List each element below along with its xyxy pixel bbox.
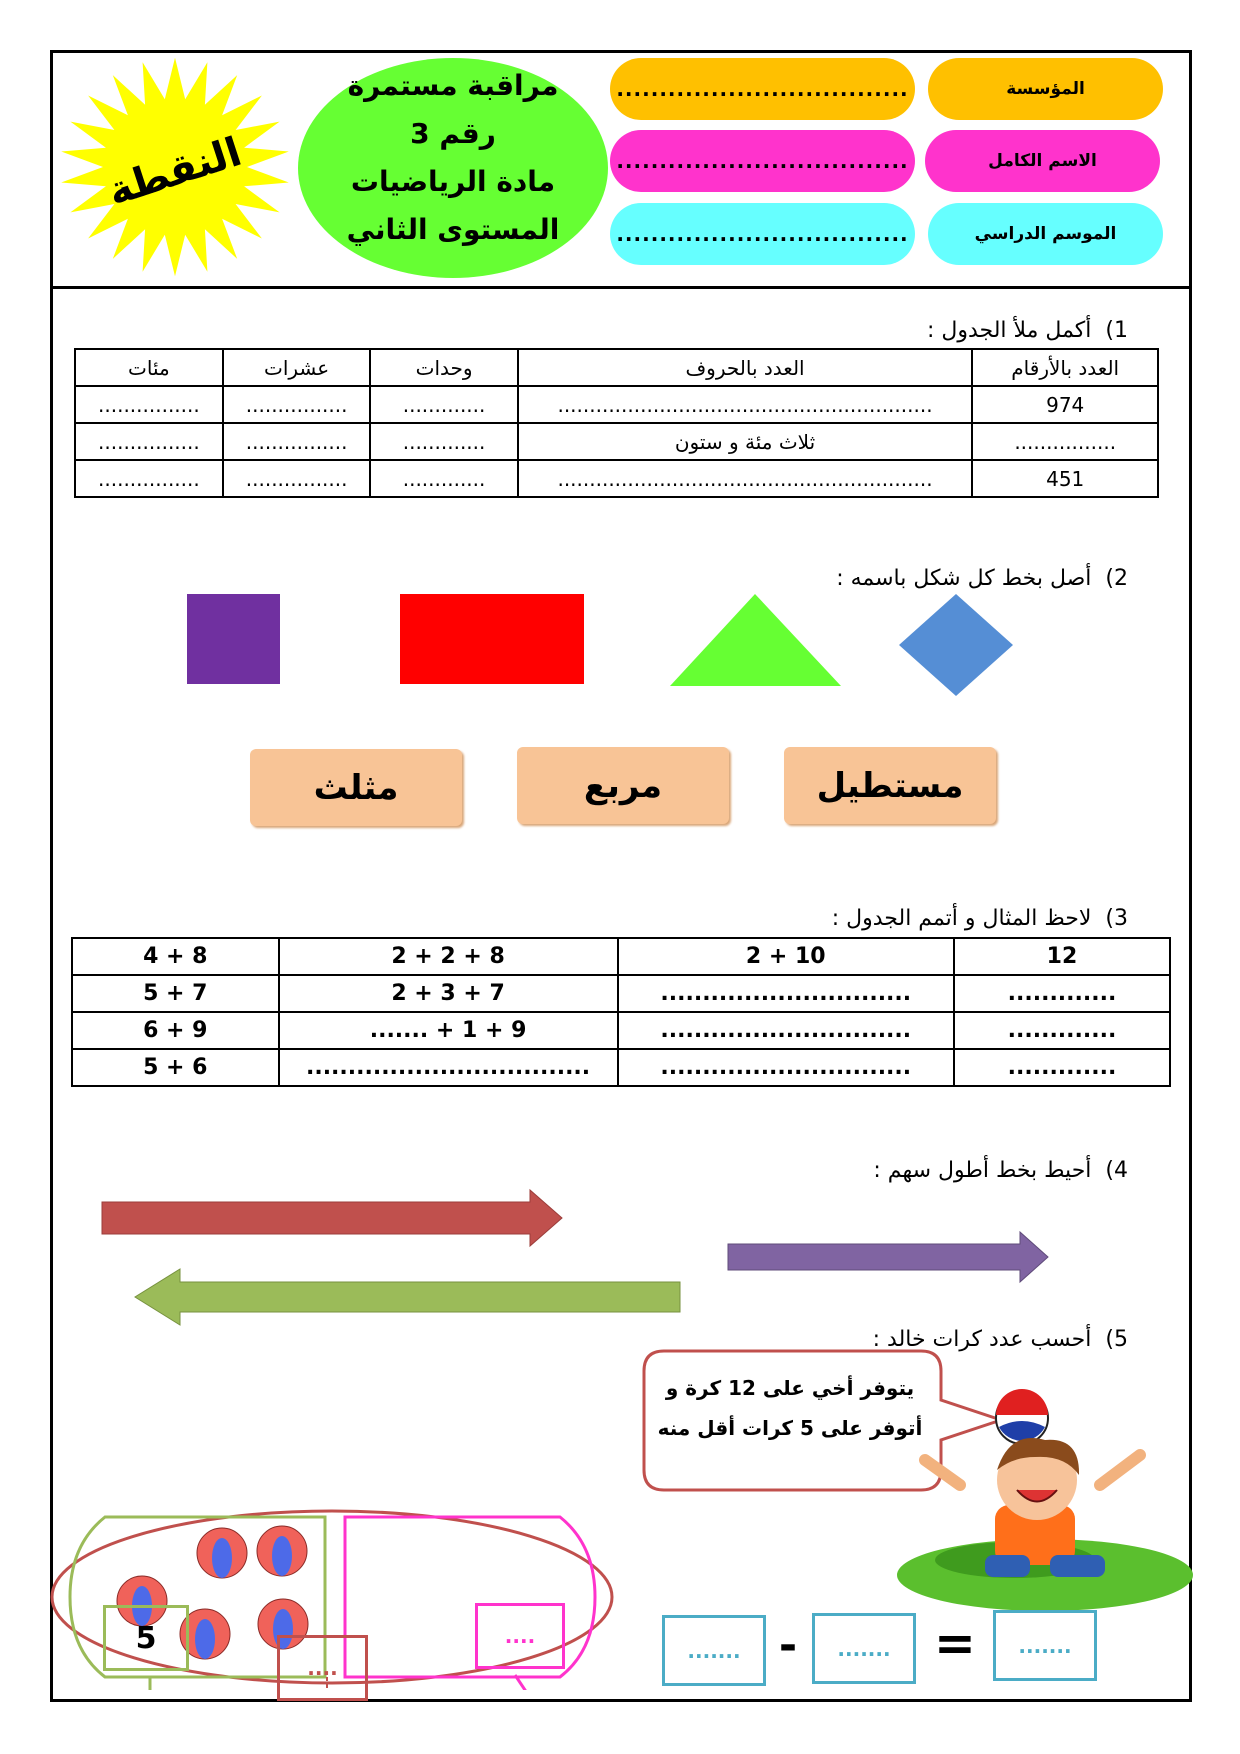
title-line: مراقبة مستمرة [347, 69, 559, 102]
q1-number: 1) [1105, 318, 1128, 343]
speech-text [650, 1368, 930, 1448]
triangle-shape[interactable] [668, 592, 843, 688]
table-cell[interactable]: .................................. [279, 1049, 618, 1086]
table-row [75, 349, 1158, 386]
q1-text: أكمل ملأ الجدول : [926, 318, 1092, 343]
table-cell[interactable]: ........................................................... [518, 386, 973, 423]
field-institution-input[interactable]: .................................. [610, 58, 915, 120]
field-season-input[interactable]: .................................. [610, 203, 915, 265]
q3-number: 3) [1105, 906, 1128, 931]
table-cell[interactable]: ............. [954, 1012, 1170, 1049]
table-cell[interactable]: .............................. [618, 1049, 954, 1086]
table-cell[interactable]: ............. [370, 386, 517, 423]
table-cell[interactable]: 9 + 1 + ....... [279, 1012, 618, 1049]
table-row [75, 386, 1158, 423]
table-cell: 8 + 4 [72, 938, 279, 975]
label-square-word[interactable]: مربع [517, 747, 729, 824]
table-cell[interactable]: ............. [954, 975, 1170, 1012]
table-cell: 9 + 6 [72, 1012, 279, 1049]
field-label-institution: المؤسسة [928, 58, 1163, 120]
field-label-season: الموسم الدراسي [928, 203, 1163, 265]
label-triangle-word[interactable]: مثلث [250, 749, 462, 826]
equation-operand-a[interactable]: ....... [662, 1615, 766, 1686]
q2-text: أصل بخط كل شكل باسمه : [836, 566, 1092, 591]
left-group-count-box[interactable]: 5 [103, 1605, 189, 1671]
title-line: رقم 3 [410, 117, 496, 150]
field-fullname-input[interactable]: .................................. [610, 130, 915, 192]
q3-table [71, 937, 1171, 1087]
q5-text: أحسب عدد كرات خالد : [872, 1327, 1092, 1352]
q3-prompt [832, 906, 1128, 931]
table-cell[interactable]: .............................. [618, 975, 954, 1012]
title-block [298, 62, 608, 254]
diamond-shape[interactable] [897, 592, 1015, 698]
table-header: عشرات [223, 349, 371, 386]
table-cell[interactable]: ............. [954, 1049, 1170, 1086]
q4-prompt [873, 1158, 1128, 1183]
table-cell: 12 [954, 938, 1170, 975]
field-label-fullname: الاسم الكامل [925, 130, 1160, 192]
equals-sign: = [934, 1614, 976, 1672]
table-cell[interactable]: ................ [75, 423, 223, 460]
table-header: العدد بالحروف [518, 349, 973, 386]
table-cell: 10 + 2 [618, 938, 954, 975]
table-cell: 7 + 5 [72, 975, 279, 1012]
equation-operand-b[interactable]: ....... [812, 1613, 916, 1684]
total-count-box[interactable]: .... [277, 1635, 368, 1701]
table-cell[interactable]: ................ [972, 423, 1158, 460]
table-row [72, 1012, 1170, 1049]
title-line: المستوى الثاني [346, 213, 560, 246]
square-shape[interactable] [187, 594, 280, 684]
beach-ball-icon [257, 1526, 307, 1576]
table-cell[interactable]: ................ [75, 386, 223, 423]
q5-number: 5) [1105, 1327, 1128, 1352]
table-row [72, 1049, 1170, 1086]
table-cell: 451 [972, 460, 1158, 497]
minus-sign: - [778, 1619, 798, 1671]
table-cell[interactable]: ................ [223, 386, 371, 423]
table-cell: 7 + 3 + 2 [279, 975, 618, 1012]
table-cell[interactable]: ............. [370, 460, 517, 497]
red-arrow[interactable] [102, 1190, 562, 1246]
boy-illustration [895, 1385, 1195, 1615]
table-cell[interactable]: ................ [223, 423, 371, 460]
q1-table [74, 348, 1159, 498]
table-header: مئات [75, 349, 223, 386]
q1-prompt [927, 318, 1128, 343]
table-cell: 974 [972, 386, 1158, 423]
table-header: العدد بالأرقام [972, 349, 1158, 386]
table-row [72, 975, 1170, 1012]
green-arrow[interactable] [135, 1269, 680, 1325]
table-header: وحدات [370, 349, 517, 386]
purple-arrow[interactable] [728, 1232, 1048, 1282]
speech-line: أتوفر على 5 كرات أقل منه [657, 1416, 923, 1440]
equation-result[interactable]: ....... [993, 1610, 1097, 1681]
q3-text: لاحظ المثال و أتمم الجدول : [831, 906, 1092, 931]
title-line: مادة الرياضيات [350, 165, 556, 198]
table-row [72, 938, 1170, 975]
table-cell: 6 + 5 [72, 1049, 279, 1086]
table-row [75, 460, 1158, 497]
arrows-area [100, 1185, 1050, 1335]
header-divider [50, 286, 1192, 289]
table-cell: 8 + 2 + 2 [279, 938, 618, 975]
rectangle-shape[interactable] [400, 594, 584, 684]
right-group-count-box[interactable]: .... [475, 1603, 565, 1669]
beach-ball-icon [197, 1528, 247, 1578]
table-cell[interactable]: ................ [75, 460, 223, 497]
speech-line: يتوفر أخي على 12 كرة و [665, 1376, 915, 1400]
table-cell: ثلاث مئة و ستون [518, 423, 973, 460]
table-cell[interactable]: ............. [370, 423, 517, 460]
q4-number: 4) [1105, 1158, 1128, 1183]
table-cell[interactable]: ........................................................... [518, 460, 973, 497]
q2-number: 2) [1105, 566, 1128, 591]
table-cell[interactable]: .............................. [618, 1012, 954, 1049]
q4-text: أحيط بخط أطول سهم : [873, 1158, 1092, 1183]
ball-icon [996, 1389, 1048, 1444]
table-cell[interactable]: ................ [223, 460, 371, 497]
score-label: النقطة [102, 128, 247, 216]
table-row [75, 423, 1158, 460]
label-rectangle-word[interactable]: مستطيل [784, 747, 996, 824]
q2-prompt [836, 566, 1128, 591]
score-starburst [55, 55, 295, 280]
